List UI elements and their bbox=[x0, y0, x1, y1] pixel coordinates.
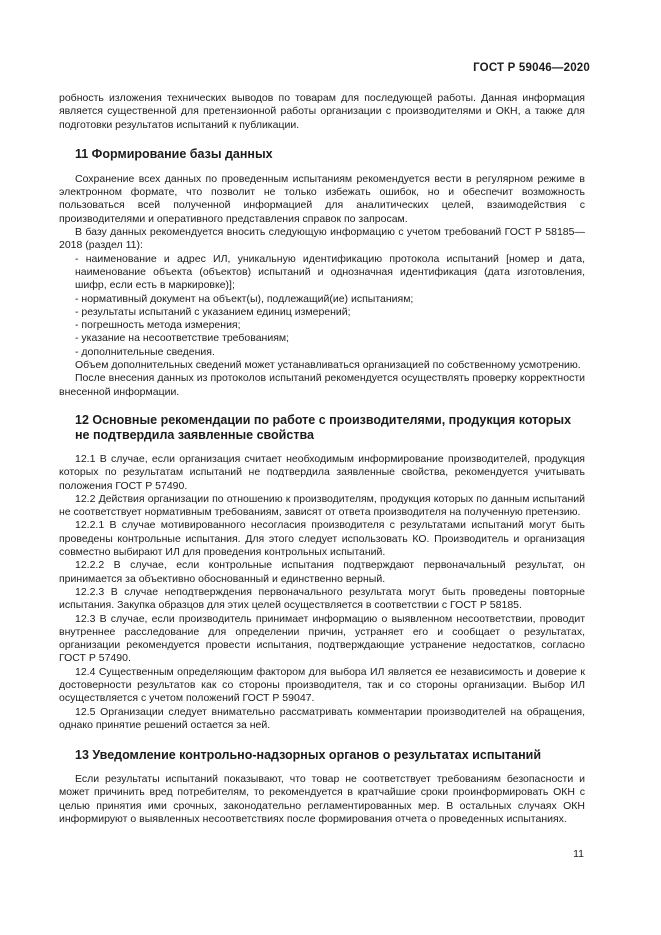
list-item: - наименование и адрес ИЛ, уникальную идентификацию протокола испытаний [номер и дата, наименование объекта (объектов) испытаний и однозначная идентификация (дата изготовления, шифр, если есть в маркировке)]; bbox=[75, 252, 585, 292]
section-11-paragraph-4: После внесения данных из протоколов испытаний рекомендуется осуществлять проверку корректности внесенной информации. bbox=[59, 372, 585, 398]
section-11-paragraph-3: Объем дополнительных сведений может устанавливаться организацией по собственному усмотрению. bbox=[75, 359, 581, 372]
section-13-paragraph-1: Если результаты испытаний показывают, что товар не соответствует требованиям безопасности и может причинить вред потребителям, то рекомендуется в кратчайшие сроки проинформировать ОКН с целью принятия ими срочных, законодательно регламентированных мер. В остальных случаях ОКН информируют о выявленных несоответствиях после формирования отчета о проведенных испытаниях. bbox=[59, 773, 585, 826]
section-11-paragraph-1: Сохранение всех данных по проведенным испытаниям рекомендуется вести в регулярном режиме в электронном формате, что позволит не только избежать ошибок, но и обеспечит возможность пользоваться всей полученной информацией для аналитических целей, взаимодействия с производителями и оперативного представления справок по запросам. bbox=[59, 172, 585, 225]
list-item: - результаты испытаний с указанием единиц измерений; bbox=[75, 305, 351, 318]
clause-12-1: 12.1 В случае, если организация считает необходимым информирование производителей, продукция которых по результатам испытаний не подтвердила заявленные свойства, рекомендуется учитывать положения ГОСТ Р 57490. bbox=[59, 452, 585, 492]
list-item: - нормативный документ на объект(ы), подлежащий(ие) испытаниям; bbox=[75, 292, 414, 305]
clause-12-3: 12.3 В случае, если производитель принимает информацию о выявленном несоответствии, проводит внутреннее расследование для определении причин, устраняет его и сообщает о результатах, организации рекомендуется провести испытания, подтверждающие устранение недостатков, согласно ГОСТ Р 57490. bbox=[59, 612, 585, 665]
page-number: 11 bbox=[573, 848, 584, 860]
clause-12-4: 12.4 Существенным определяющим фактором для выбора ИЛ является ее независимость и доверие к достоверности результатов как со стороны производителя, так и со стороны организации. Выбор ИЛ осуществляется с учетом положений ГОСТ Р 59047. bbox=[59, 665, 585, 705]
clause-12-2-1: 12.2.1 В случае мотивированного несогласия производителя с результатами испытаний могут быть проведены контрольные испытания. Для этого следует использовать КО. Производитель и организация совместно выбирают ИЛ для проведения контрольных испытаний. bbox=[59, 519, 585, 559]
section-12-heading: 12 Основные рекомендации по работе с производителями, продукция которых не подтвердила заявленные свойства bbox=[75, 412, 572, 442]
clause-12-2: 12.2 Действия организации по отношению к производителям, продукция которых по данным испытаний не соответствует нормативным требованиям, зависят от ответа производителя на полученную претензию. bbox=[59, 492, 585, 519]
intro-paragraph: робность изложения технических выводов по товарам для последующей работы. Данная информация является существенной для претензионной работы организации с производителями и ОКН, а также для подготовки результатов испытаний к публикации. bbox=[59, 92, 585, 131]
section-11-heading: 11 Формирование базы данных bbox=[75, 146, 273, 161]
section-13-heading: 13 Уведомление контрольно-надзорных органов о результатах испытаний bbox=[75, 748, 542, 763]
section-11-paragraph-2: В базу данных рекомендуется вносить следующую информацию с учетом требований ГОСТ Р 58185—2018 (раздел 11): bbox=[59, 226, 585, 252]
list-item: - дополнительные сведения. bbox=[75, 345, 215, 358]
list-item: - погрешность метода измерения; bbox=[75, 319, 241, 332]
clause-12-2-2: 12.2.2 В случае, если контрольные испытания подтверждают первоначальный результат, он принимается за объективно обоснованный и единственно верный. bbox=[59, 559, 585, 585]
page-content bbox=[59, 92, 585, 826]
clause-12-2-3: 12.2.3 В случае неподтверждения первоначального результата могут быть проведены повторные испытания. Закупка образцов для этих целей осуществляется в соответствии с ГОСТ Р 58185. bbox=[59, 585, 585, 612]
list-item: - указание на несоответствие требованиям; bbox=[75, 332, 290, 345]
clause-12-5: 12.5 Организации следует внимательно рассматривать комментарии производителей на обращения, однако принятие решений остается за ней. bbox=[59, 705, 585, 731]
document-code-header: ГОСТ Р 59046—2020 bbox=[473, 62, 590, 74]
